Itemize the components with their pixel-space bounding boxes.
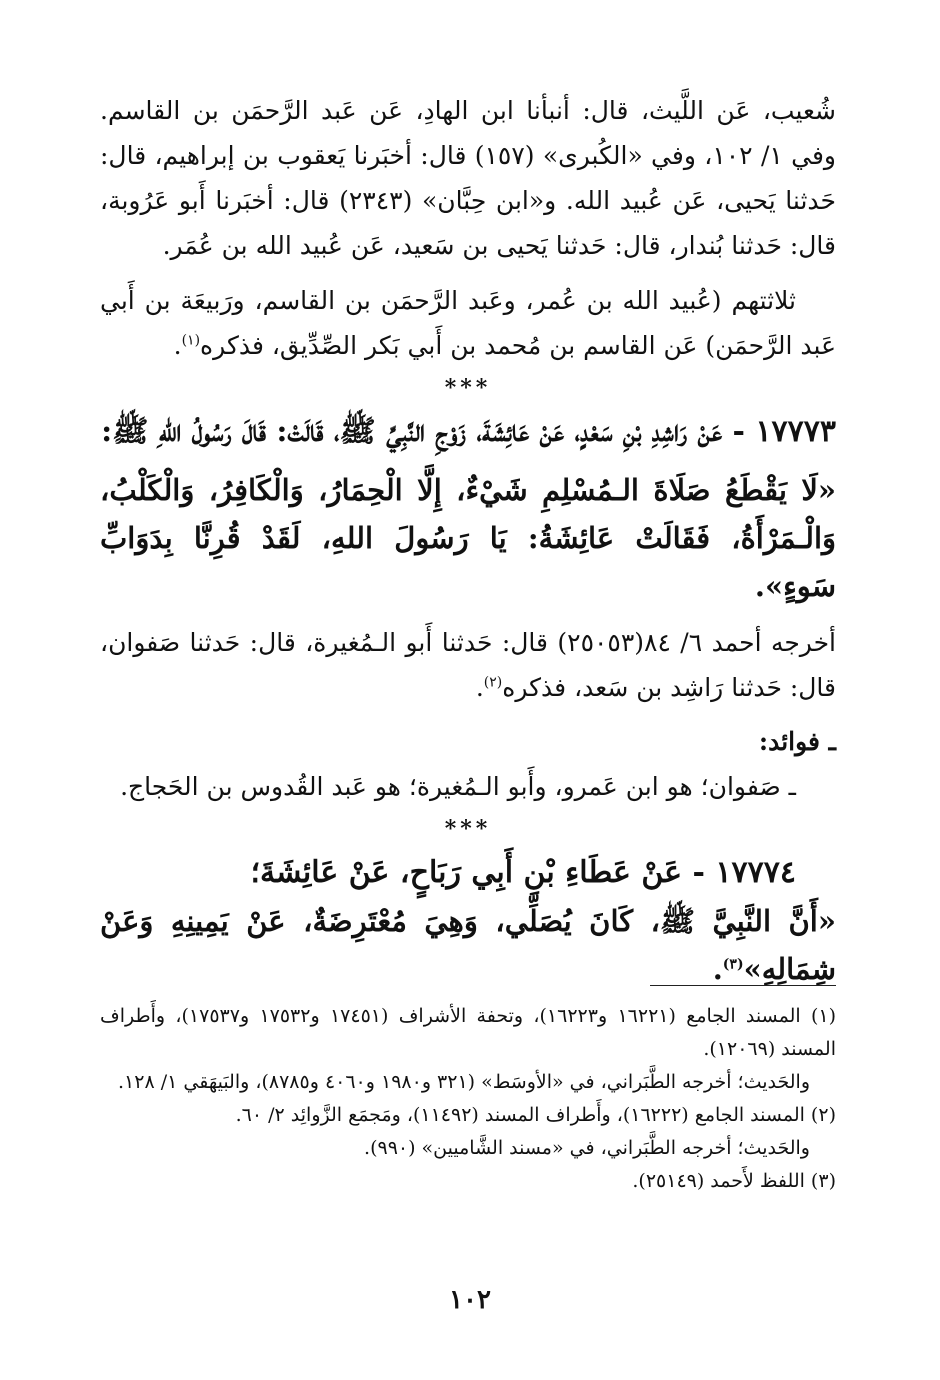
section-separator-2: *** (444, 816, 492, 842)
paragraph-isnad-2-text: ثلاثتهم (عُبيد الله بن عُمر، وعَبد الرَّحمَن بن القاسم، ورَبيعَة بن أَبي عَبد الرَّحمَن) عَن القاسم بن مُحمد بن أَبي بَكر الصِّدِّيق، فذكره (100, 286, 836, 360)
footnote-ref-2[interactable]: (٢) (483, 674, 503, 691)
main-text (100, 88, 836, 993)
section-separator: *** (444, 375, 492, 401)
hadith-17774-heading: ١٧٧٧٤ - عَنْ عَطَاءِ بْنِ أَبِي رَبَاحٍ، عَنْ عَائِشَةَ؛ (250, 855, 796, 890)
footnote-2-continued: والحَديث؛ أخرجه الطَّبَراني، في «مسند الشَّاميين» (٩٩٠). (364, 1137, 810, 1159)
paragraph-isnad-2: ثلاثتهم (عُبيد الله بن عُمر، وعَبد الرَّحمَن بن القاسم، ورَبيعَة بن أَبي عَبد الرَّحمَن) عَن القاسم بن مُحمد بن أَبي بَكر الصِّدِّيق، فذكره$^{(١)}$. (100, 286, 836, 360)
paragraph-takhrij-text: أخرجه أحمد ٦/ ٨٤(٢٥٠٥٣) قال: حَدثنا أَبو الـمُغيرة، قال: حَدثنا صَفوان، قال: حَدثنا رَاشِد بن سَعد، فذكره (100, 628, 836, 702)
footnote-separator (650, 985, 836, 986)
page-number: ١٠٢ (449, 1285, 491, 1315)
footnote-2: (٢) المسند الجامع (١٦٢٢٢)، وأَطراف المسند (١١٤٩٢)، ومَجمَع الزَّوائِد ٢/ ٦٠. (235, 1104, 836, 1126)
footnote-3: (٣) اللفظ لأَحمد (٢٥١٤٩). (632, 1170, 836, 1192)
footnote-1: (١) المسند الجامع (١٦٢٢١ و١٦٢٢٣)، وتحفة الأشراف (١٧٤٥١ و١٧٥٣٢ و١٧٥٣٧)، وأَطراف المسند (١٢٠٦٩). (100, 1005, 837, 1060)
hadith-17774-matn-text: «أَنَّ النَّبِيَّ ﷺ، كَانَ يُصَلِّي، وَهِيَ مُعْتَرِضَةٌ، عَنْ يَمِينِهِ وَعَنْ شِمَالِهِ» (100, 904, 836, 986)
fawaid-item: ـ صَفوان؛ هو ابن عَمرو، وأَبو الـمُغيرة؛ هو عَبد القُدوس بن الحَجاج. (120, 772, 796, 801)
footnote-ref-3[interactable]: (٣) (722, 956, 744, 973)
footnote-1-continued: والحَديث؛ أخرجه الطَّبَراني، في «الأوسَط» (٣٢١ و١٩٨٠ و٤٠٦٠ و٨٧٨٥)، والبَيهَقي ١/ ١٢٨. (118, 1071, 810, 1093)
paragraph-takhrij: أخرجه أحمد ٦/ ٨٤(٢٥٠٥٣) قال: حَدثنا أَبو الـمُغيرة، قال: حَدثنا صَفوان، قال: حَدثنا رَاشِد بن سَعد، فذكره$^{(٢)}$. (100, 628, 836, 702)
footnote-ref-1[interactable]: (١) (181, 332, 201, 349)
hadith-17773-matn: «لَا يَقْطَعُ صَلَاةَ الـمُسْلِمِ شَيْءٌ، إِلَّا الْحِمَارُ، وَالْكَافِرُ، وَالْكَلْبُ، وَالْـمَرْأَةُ، فَقَالَتْ عَائِشَةُ: يَا رَسُولَ اللهِ، لَقَدْ قُرِنَّا بِدَوَابِّ سَوءٍ». (100, 473, 836, 603)
hadith-17773-heading: ١٧٧٧٣ - عَنْ رَاشِدِ بْنِ سَعْدٍ، عَنْ عَائِشَةَ، زَوْجِ النَّبِيِّ ﷺ، قَالَتْ: قَالَ رَسُولُ اللهِ ﷺ: (101, 414, 836, 449)
hadith-17774-matn: «أَنَّ النَّبِيَّ ﷺ، كَانَ يُصَلِّي، وَهِيَ مُعْتَرِضَةٌ، عَنْ يَمِينِهِ وَعَنْ شِمَالِهِ»$^{(٣)}$. (100, 904, 836, 986)
footnotes-section (100, 1000, 836, 1198)
fawaid-heading: ـ فوائد: (758, 727, 836, 756)
paragraph-isnad-1: شُعيب، عَن اللَّيث، قال: أنبأنا ابن الهادِ، عَن عَبد الرَّحمَن بن القاسم. وفي ١/ ١٠٢، وفي «الكُبرى» (١٥٧) قال: أخبَرنا يَعقوب بن إبراهيم، قال: حَدثنا يَحيى، عَن عُبيد الله. و«ابن حِبَّان» (٢٣٤٣) قال: أخبَرنا أَبو عَرُوبة، قال: حَدثنا بُندار، قال: حَدثنا يَحيى بن سَعيد، عَن عُبيد الله بن عُمَر. (100, 96, 836, 260)
